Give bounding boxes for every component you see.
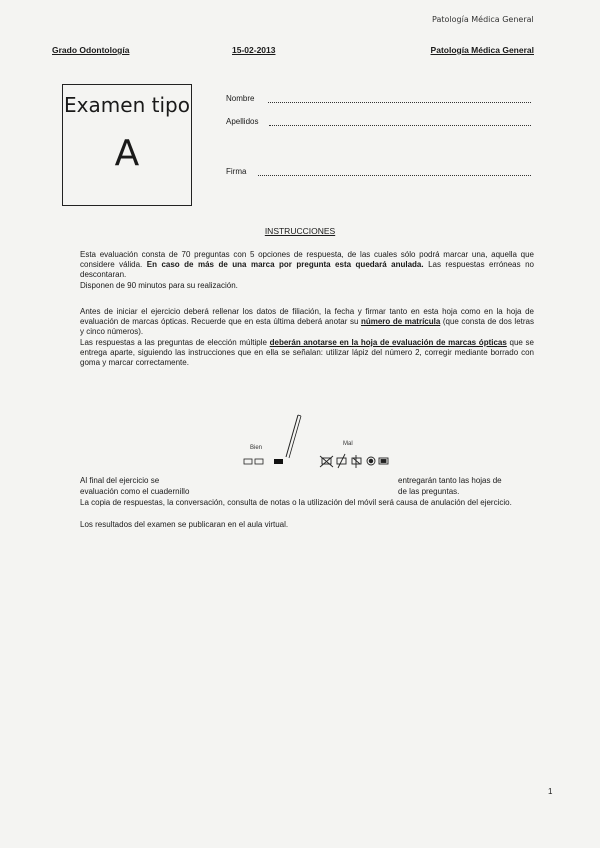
good-mark-icon [244,459,283,464]
course-label: Grado Odontología [52,45,130,55]
good-label: Bien [250,445,263,451]
exam-date: 15-02-2013 [232,45,276,55]
p3-underlined: número de matrícula [360,317,441,327]
p5-right-1: entregarán tanto las hojas de [398,476,502,485]
p3-text-end: (que consta de dos letras y cinco números). [80,317,534,337]
name-label: Nombre [226,94,255,103]
header-row [52,45,534,57]
exam-type-box [62,84,192,206]
instructions-paragraph-2 [80,307,534,368]
mark-examples-diagram [240,412,410,472]
exam-type-letter: A [114,133,140,174]
surname-line[interactable] [269,125,531,126]
p4-underlined: deberán anotarse en la hoja de evaluación de marcas ópticas [269,337,507,347]
signature-field[interactable] [226,167,531,177]
instructions-paragraph-7: Los resultados del examen se publicaran en el aula virtual. [80,520,289,529]
surname-label: Apellidos [226,117,259,126]
name-field[interactable] [226,94,531,104]
bad-label: Mal [343,441,353,447]
p2-text: Disponen de 90 minutos para su realización. [80,280,238,290]
instructions-paragraph-6: La copia de respuestas, la conversación, consulta de notas o la utilización del móvil será causa de anulación del ejercicio. [80,498,512,507]
page-number: 1 [548,787,553,796]
exam-type-title: Examen tipo [64,93,190,117]
signature-label: Firma [226,167,247,176]
bad-mark-icon [320,454,388,468]
running-header: Patología Médica General [432,15,534,24]
p4-text-end: que se entrega aparte, siguiendo las instrucciones que en ella se señalan: utilizar lápiz del número 2, corregir mediante borrado con goma y marcar correctamente. [80,337,534,368]
p1-text: Esta evaluación consta de 70 preguntas con 5 opciones de respuesta, de las cuales sólo podrá marcar una, aquella que considere válida. [80,250,534,270]
p1-text-end: Las respuestas erróneas no descontaran. [80,260,534,280]
instructions-paragraph-1 [80,250,534,291]
p5-left-1: Al final del ejercicio se [80,476,160,485]
signature-line[interactable] [258,175,531,176]
p3-text: Antes de iniciar el ejercicio deberá rellenar los datos de filiación, la fecha y firmar tanto en esta hoja como en la hoja de evaluación de marcas ópticas. Recuerde que en esta última deberá anotar su [80,307,534,327]
name-line[interactable] [268,102,531,103]
p4-text: Las respuestas a las preguntas de elección múltiple [80,337,270,347]
instructions-title: INSTRUCCIONES [264,226,336,236]
p5-right-2: de las preguntas. [398,487,460,496]
subject-label: Patología Médica General [430,45,534,55]
p5-left-2: evaluación como el cuadernillo [80,487,190,496]
surname-field[interactable] [226,117,531,127]
pencil-icon [286,415,301,458]
p1-bold: En caso de más de una marca por pregunta esta quedará anulada. [146,260,424,270]
